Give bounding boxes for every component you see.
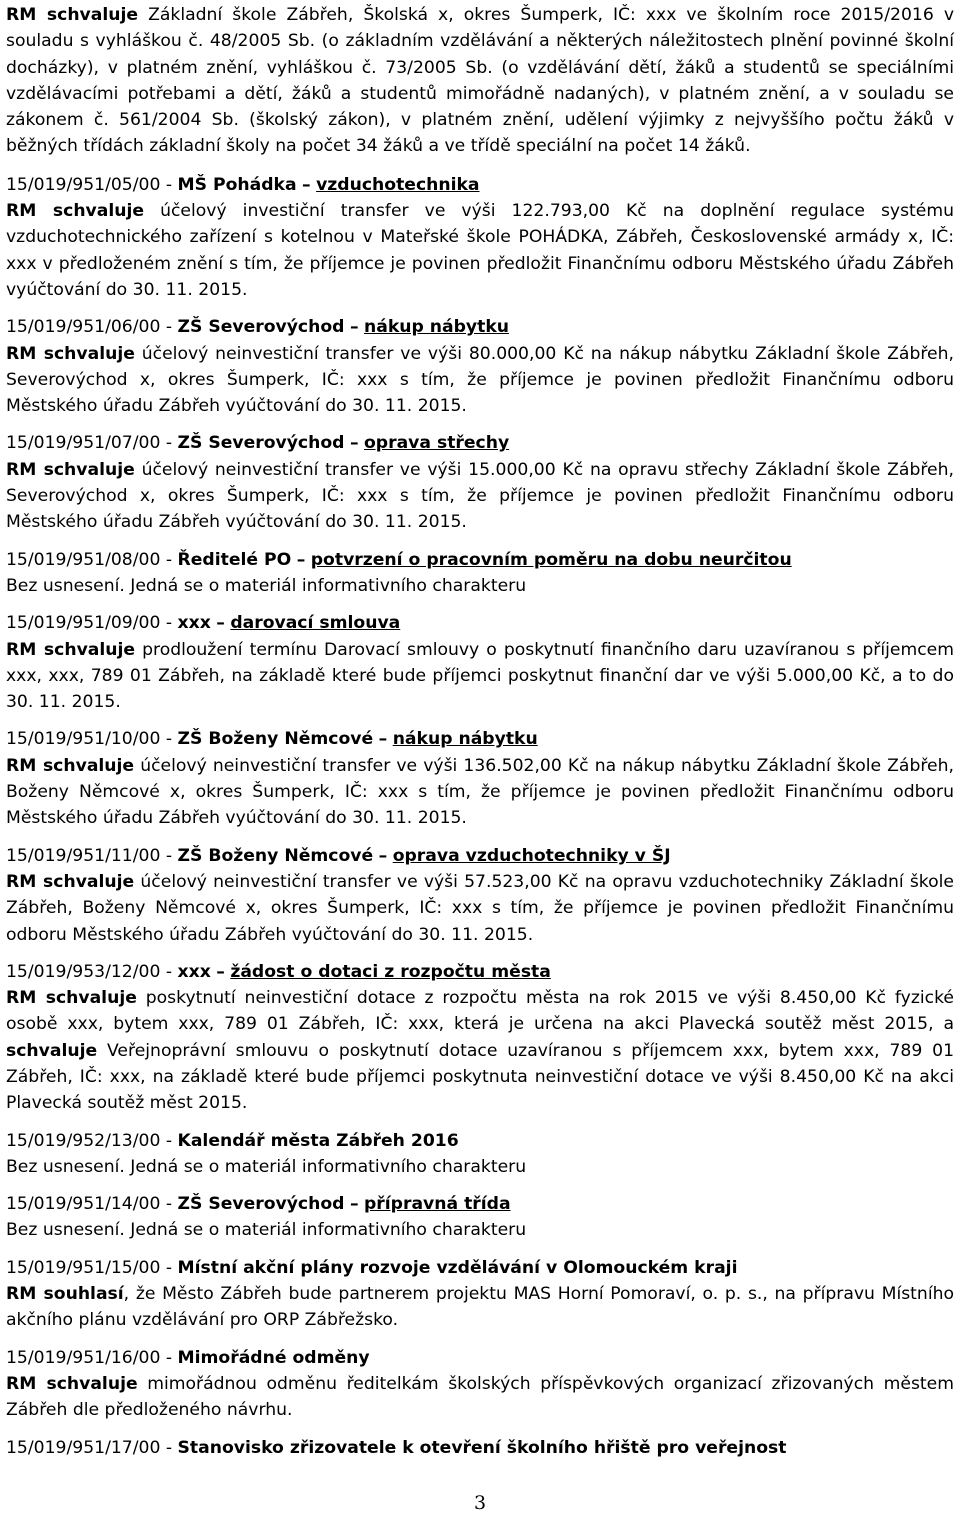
resolution-body <box>6 1281 954 1334</box>
resolution-text: účelový neinvestiční transfer ve výši 80.000,00 Kč na nákup nábytku Základní škole Zábřeh, Severovýchod x, okres Šumperk, IČ: xxx s tím, že příjemce je povinen předložit Finančnímu odboru Městského úřadu Zábřeh vyúčtování do 30. 11. 2015. <box>6 343 954 417</box>
resolution-text: prodloužení termínu Darovací smlouvy o poskytnutí finančního daru uzavíranou s příjemcem xxx, xxx, 789 01 Zábřeh, na základě které bude příjemci poskytnut finanční dar ve výši 5.000,00 Kč, a to do 30. 11. 2015. <box>6 639 954 713</box>
resolution-text: Bez usnesení. Jedná se o materiál informativního charakteru <box>6 1220 527 1241</box>
page-number: 3 <box>473 1492 487 1514</box>
resolution-text: mimořádnou odměnu ředitelkám školských příspěvkových organizací zřizovaných městem Zábřeh dle předloženého návrhu. <box>6 1373 954 1421</box>
resolution-title: Kalendář města Zábřeh 2016 <box>177 1130 459 1151</box>
intro-paragraph <box>6 2 954 160</box>
resolution-item <box>6 1128 954 1181</box>
resolution-item <box>6 959 954 1117</box>
resolution-item <box>6 1435 954 1461</box>
resolution-verb: RM schvaluje <box>6 201 145 222</box>
resolution-code: 15/019/951/05/00 - <box>6 174 178 195</box>
resolution-verb: RM schvaluje <box>6 343 135 364</box>
resolution-text: účelový neinvestiční transfer ve výši 15.000,00 Kč na opravu střechy Základní škole Zábřeh, Severovýchod x, okres Šumperk, IČ: xxx s tím, že příjemce je povinen předložit Finančnímu odboru Městského úřadu Zábřeh vyúčtování do 30. 11. 2015. <box>6 459 954 533</box>
resolution-verb-2: schvaluje <box>6 1040 98 1061</box>
resolution-heading <box>6 1128 954 1154</box>
resolution-subtitle: darovací smlouva <box>230 613 401 634</box>
resolution-body <box>6 198 954 303</box>
resolution-heading <box>6 314 954 340</box>
resolution-code: 15/019/951/08/00 - <box>6 549 178 570</box>
resolution-text: účelový neinvestiční transfer ve výši 136.502,00 Kč na nákup nábytku Základní škole Zábřeh, Boženy Němcové x, okres Šumperk, IČ: xxx s tím, že příjemce je povinen předložit Finančnímu odboru Městského úřadu Zábřeh vyúčtování do 30. 11. 2015. <box>6 755 954 829</box>
title-dash: – <box>349 317 359 338</box>
resolution-code: 15/019/953/12/00 - <box>6 961 178 982</box>
resolution-body <box>6 457 954 536</box>
resolution-text-2: Veřejnoprávní smlouvu o poskytnutí dotace uzavíranou s příjemcem xxx, bytem xxx, 789 01 Zábřeh, IČ: xxx, na základě které bude příjemci poskytnuta neinvestiční dotace ve výši 8.450,00 Kč na akci Plavecká soutěž měst 2015. <box>6 1040 954 1114</box>
resolution-title: ZŠ Severovýchod <box>177 317 345 338</box>
title-dash: – <box>349 1194 359 1215</box>
resolution-title: Mimořádné odměny <box>177 1347 370 1368</box>
title-dash: – <box>296 549 306 570</box>
resolution-subtitle: žádost o dotaci z rozpočtu města <box>230 961 551 982</box>
resolution-text: , že Město Zábřeh bude partnerem projektu MAS Horní Pomoraví, o. p. s., na přípravu Místního akčního plánu vzdělávání pro ORP Zábřežsko. <box>6 1284 954 1331</box>
resolution-text: poskytnutí neinvestiční dotace z rozpočtu města na rok 2015 ve výši 8.450,00 Kč fyzické osobě xxx, bytem xxx, 789 01 Zábřeh, IČ: xxx, která je určena na akci Plavecká soutěž měst 2015, a <box>6 988 954 1035</box>
resolution-item <box>6 843 954 948</box>
title-dash: – <box>378 845 388 866</box>
resolution-body <box>6 753 954 832</box>
resolution-heading <box>6 959 954 985</box>
resolution-item <box>6 610 954 715</box>
resolution-verb: RM schvaluje <box>6 1373 138 1394</box>
resolution-text: Bez usnesení. Jedná se o materiál informativního charakteru <box>6 1156 527 1177</box>
resolution-heading <box>6 172 954 198</box>
resolution-title: Místní akční plány rozvoje vzdělávání v Olomouckém kraji <box>177 1257 738 1278</box>
resolution-heading <box>6 430 954 456</box>
title-dash: – <box>302 174 311 195</box>
resolution-item <box>6 172 954 303</box>
resolution-title: MŠ Pohádka <box>177 174 297 195</box>
resolution-body <box>6 341 954 420</box>
resolution-item <box>6 1255 954 1334</box>
title-dash: – <box>349 433 359 454</box>
resolution-subtitle: oprava vzduchotechniky v ŠJ <box>392 845 671 866</box>
resolution-text: účelový investiční transfer ve výši 122.793,00 Kč na doplnění regulace systému vzduchotechnického zařízení s kotelnou v Mateřské škole POHÁDKA, Zábřeh, Československé armády x, IČ: xxx v předloženém znění s tím, že příjemce je povinen předložit Finančnímu odboru Městského úřadu Zábřeh vyúčtování do 30. 11. 2015. <box>6 201 954 300</box>
title-dash: – <box>216 613 225 634</box>
resolution-code: 15/019/951/10/00 - <box>6 729 178 750</box>
resolution-heading <box>6 1345 954 1371</box>
resolution-verb: RM schvaluje <box>6 755 135 776</box>
resolution-code: 15/019/951/16/00 - <box>6 1347 178 1368</box>
resolution-verb: RM schvaluje <box>6 639 136 660</box>
title-dash: – <box>378 729 388 750</box>
resolution-item <box>6 547 954 600</box>
resolution-verb: RM schvaluje <box>6 988 137 1009</box>
resolution-body <box>6 1371 954 1424</box>
resolution-heading <box>6 1435 954 1461</box>
resolution-list <box>6 172 954 1461</box>
resolution-title: xxx <box>177 613 211 634</box>
resolution-subtitle: nákup nábytku <box>364 317 510 338</box>
resolution-heading <box>6 610 954 636</box>
resolution-verb: RM souhlasí <box>6 1284 124 1305</box>
resolution-code: 15/019/951/15/00 - <box>6 1257 178 1278</box>
resolution-item <box>6 1345 954 1424</box>
intro-lead: RM schvaluje <box>6 5 139 25</box>
resolution-body <box>6 869 954 948</box>
resolution-heading <box>6 1255 954 1281</box>
resolution-title: ZŠ Severovýchod <box>177 433 345 454</box>
resolution-code: 15/019/952/13/00 - <box>6 1130 178 1151</box>
resolution-code: 15/019/951/07/00 - <box>6 433 178 454</box>
resolution-subtitle: oprava střechy <box>364 433 510 454</box>
resolution-heading <box>6 547 954 573</box>
resolution-body <box>6 573 954 599</box>
resolution-code: 15/019/951/09/00 - <box>6 613 178 634</box>
resolution-code: 15/019/951/17/00 - <box>6 1437 178 1458</box>
resolution-title: ZŠ Severovýchod <box>177 1194 345 1215</box>
resolution-verb: RM schvaluje <box>6 871 135 892</box>
resolution-code: 15/019/951/06/00 - <box>6 317 178 338</box>
resolution-verb: RM schvaluje <box>6 459 135 480</box>
resolution-body <box>6 1217 954 1243</box>
resolution-subtitle: přípravná třída <box>364 1194 511 1215</box>
resolution-text: Bez usnesení. Jedná se o materiál informativního charakteru <box>6 575 527 596</box>
resolution-item <box>6 1191 954 1244</box>
resolution-title: Stanovisko zřizovatele k otevření školního hřiště pro veřejnost <box>177 1437 787 1458</box>
resolution-item <box>6 726 954 831</box>
title-dash: – <box>216 961 225 982</box>
resolution-item <box>6 430 954 535</box>
document-page <box>6 2 954 1461</box>
intro-text: Základní škole Zábřeh, Školská x, okres Šumperk, IČ: xxx ve školním roce 2015/2016 v souladu s vyhláškou č. 48/2005 Sb. (o základním vzdělávání a některých náležitostech plnění povinné školní docházky), v platném znění, vyhláškou č. 73/2005 Sb. (o vzdělávání dětí, žáků a studentů se speciálními vzdělávacími potřebami a dětí, žáků a studentů mimořádně nadaných), v platném znění, a v souladu se zákonem č. 561/2004 Sb. (školský zákon), v platném znění, udělení výjimky z nejvyššího počtu žáků v běžných třídách základní školy na počet 34 žáků a ve třídě speciální na počet 14 žáků. <box>6 5 954 157</box>
resolution-body <box>6 985 954 1116</box>
resolution-body <box>6 637 954 716</box>
resolution-heading <box>6 843 954 869</box>
resolution-subtitle: vzduchotechnika <box>316 174 480 195</box>
resolution-title: Ředitelé PO <box>177 549 292 570</box>
resolution-title: ZŠ Boženy Němcové <box>177 845 374 866</box>
resolution-item <box>6 314 954 419</box>
resolution-subtitle: nákup nábytku <box>392 729 538 750</box>
resolution-code: 15/019/951/11/00 - <box>6 845 178 866</box>
resolution-text: účelový neinvestiční transfer ve výši 57.523,00 Kč na opravu vzduchotechniky Základní škole Zábřeh, Boženy Němcové x, okres Šumperk, IČ: xxx s tím, že příjemce je povinen předložit Finančnímu odboru Městského úřadu Zábřeh vyúčtování do 30. 11. 2015. <box>6 871 954 945</box>
resolution-heading <box>6 726 954 752</box>
resolution-subtitle: potvrzení o pracovním poměru na dobu neurčitou <box>310 549 792 570</box>
resolution-heading <box>6 1191 954 1217</box>
resolution-title: xxx <box>177 961 211 982</box>
resolution-title: ZŠ Boženy Němcové <box>177 729 374 750</box>
resolution-body <box>6 1154 954 1180</box>
resolution-code: 15/019/951/14/00 - <box>6 1194 178 1215</box>
